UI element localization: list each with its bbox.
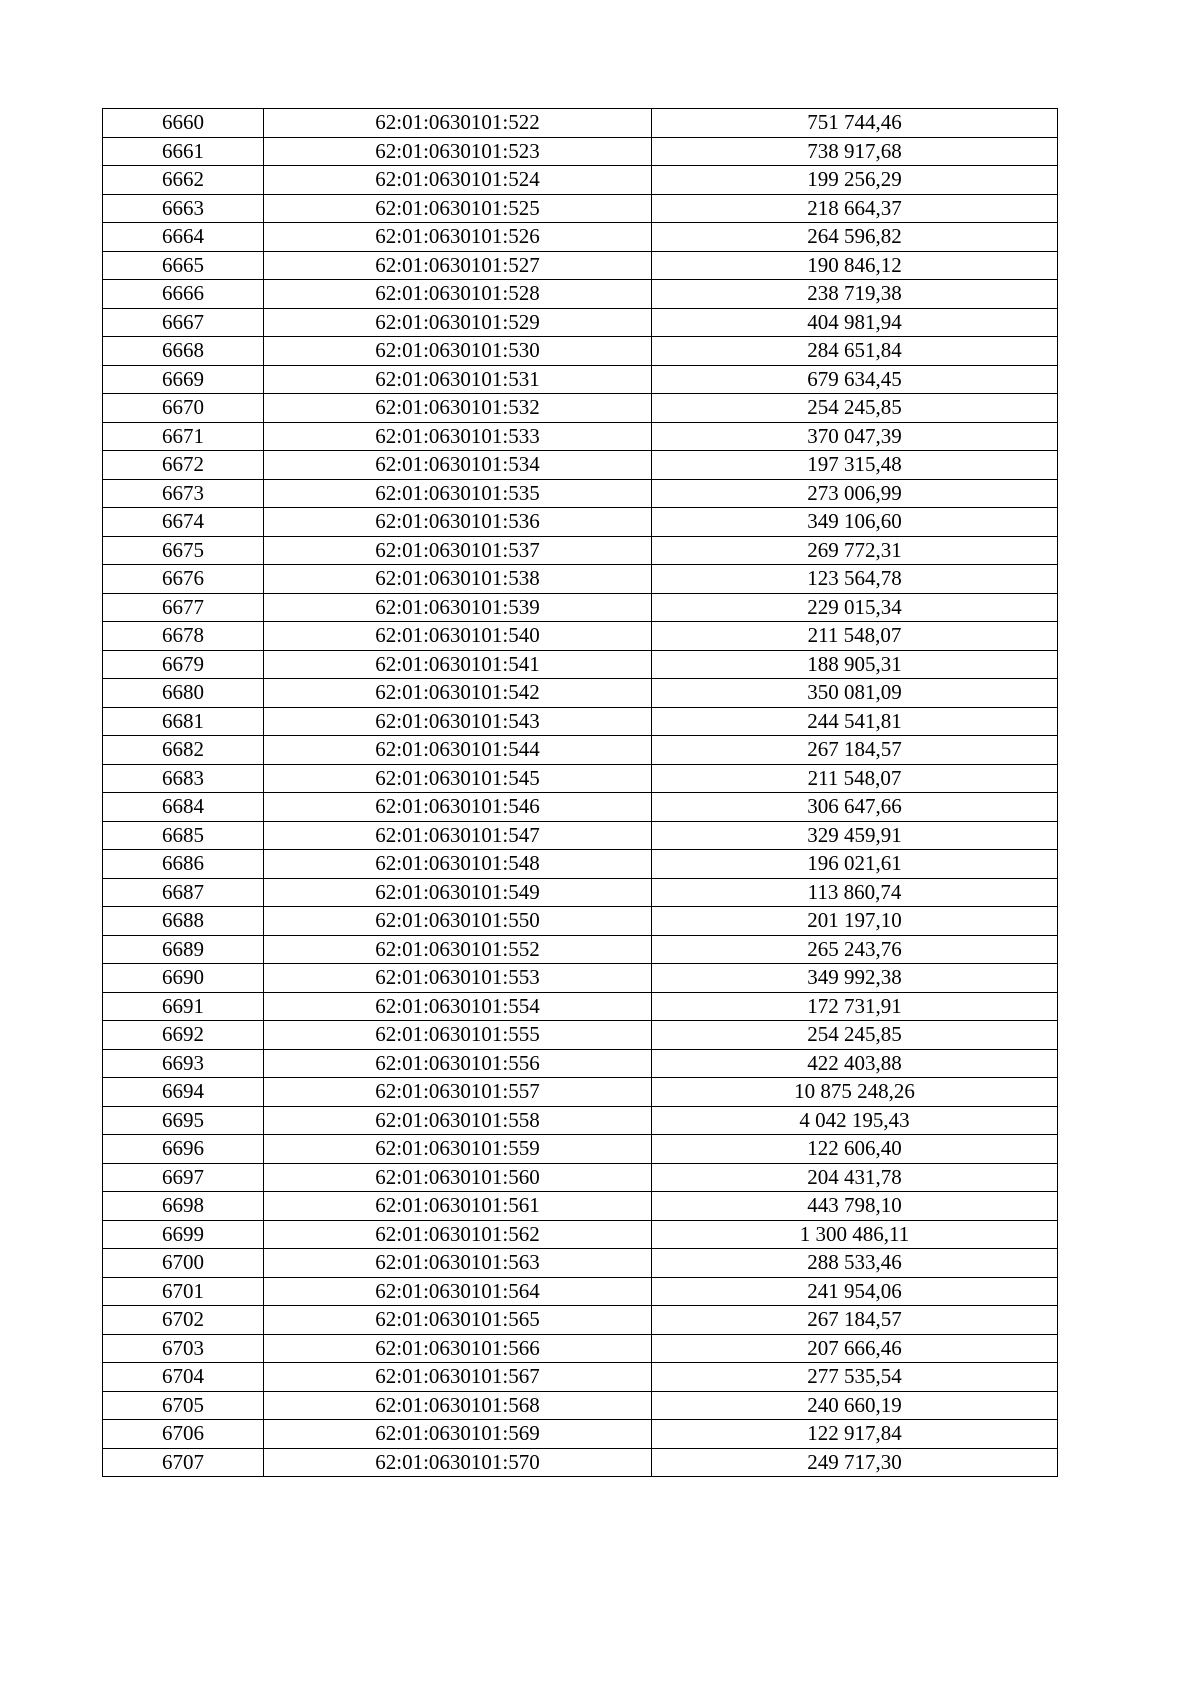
table-row (103, 1192, 1058, 1221)
table-row (103, 850, 1058, 879)
cadastral-number-cell: 62:01:0630101:549 (264, 878, 652, 907)
cadastral-number-cell: 62:01:0630101:564 (264, 1277, 652, 1306)
row-number-cell: 6678 (103, 622, 264, 651)
cadastral-number-cell: 62:01:0630101:535 (264, 479, 652, 508)
cadastral-number-cell: 62:01:0630101:542 (264, 679, 652, 708)
row-number-cell: 6668 (103, 337, 264, 366)
row-number-cell: 6681 (103, 707, 264, 736)
table-row (103, 964, 1058, 993)
cadastral-value-cell: 238 719,38 (652, 280, 1058, 309)
table-row (103, 308, 1058, 337)
cadastral-value-cell: 201 197,10 (652, 907, 1058, 936)
row-number-cell: 6700 (103, 1249, 264, 1278)
cadastral-number-cell: 62:01:0630101:560 (264, 1163, 652, 1192)
cadastral-number-cell: 62:01:0630101:550 (264, 907, 652, 936)
table-row (103, 422, 1058, 451)
cadastral-number-cell: 62:01:0630101:532 (264, 394, 652, 423)
table-row (103, 1277, 1058, 1306)
row-number-cell: 6688 (103, 907, 264, 936)
cadastral-number-cell: 62:01:0630101:540 (264, 622, 652, 651)
cadastral-value-cell: 122 606,40 (652, 1135, 1058, 1164)
cadastral-value-cell: 204 431,78 (652, 1163, 1058, 1192)
row-number-cell: 6676 (103, 565, 264, 594)
cadastral-number-cell: 62:01:0630101:536 (264, 508, 652, 537)
cadastral-number-cell: 62:01:0630101:561 (264, 1192, 652, 1221)
table-row (103, 508, 1058, 537)
table-row (103, 109, 1058, 138)
row-number-cell: 6704 (103, 1363, 264, 1392)
table-body (103, 109, 1058, 1477)
row-number-cell: 6696 (103, 1135, 264, 1164)
cadastral-number-cell: 62:01:0630101:566 (264, 1334, 652, 1363)
table-row (103, 394, 1058, 423)
table-row (103, 707, 1058, 736)
cadastral-number-cell: 62:01:0630101:534 (264, 451, 652, 480)
row-number-cell: 6686 (103, 850, 264, 879)
table-row (103, 1078, 1058, 1107)
cadastral-value-cell: 422 403,88 (652, 1049, 1058, 1078)
table-row (103, 593, 1058, 622)
cadastral-value-cell: 1 300 486,11 (652, 1220, 1058, 1249)
row-number-cell: 6677 (103, 593, 264, 622)
cadastral-number-cell: 62:01:0630101:531 (264, 365, 652, 394)
row-number-cell: 6706 (103, 1420, 264, 1449)
cadastral-number-cell: 62:01:0630101:565 (264, 1306, 652, 1335)
cadastral-number-cell: 62:01:0630101:569 (264, 1420, 652, 1449)
cadastral-value-cell: 349 106,60 (652, 508, 1058, 537)
cadastral-number-cell: 62:01:0630101:552 (264, 935, 652, 964)
cadastral-number-cell: 62:01:0630101:570 (264, 1448, 652, 1477)
cadastral-value-cell: 10 875 248,26 (652, 1078, 1058, 1107)
cadastral-number-cell: 62:01:0630101:538 (264, 565, 652, 594)
row-number-cell: 6687 (103, 878, 264, 907)
cadastral-value-cell: 264 596,82 (652, 223, 1058, 252)
cadastral-value-cell: 254 245,85 (652, 1021, 1058, 1050)
cadastral-number-cell: 62:01:0630101:530 (264, 337, 652, 366)
cadastral-value-cell: 679 634,45 (652, 365, 1058, 394)
cadastral-value-cell: 738 917,68 (652, 137, 1058, 166)
row-number-cell: 6675 (103, 536, 264, 565)
row-number-cell: 6666 (103, 280, 264, 309)
table-row (103, 1106, 1058, 1135)
cadastral-value-cell: 240 660,19 (652, 1391, 1058, 1420)
cadastral-value-cell: 188 905,31 (652, 650, 1058, 679)
cadastral-value-cell: 249 717,30 (652, 1448, 1058, 1477)
cadastral-number-cell: 62:01:0630101:543 (264, 707, 652, 736)
table-row (103, 536, 1058, 565)
table-row (103, 736, 1058, 765)
cadastral-number-cell: 62:01:0630101:528 (264, 280, 652, 309)
cadastral-value-cell: 244 541,81 (652, 707, 1058, 736)
table-row (103, 1306, 1058, 1335)
cadastral-number-cell: 62:01:0630101:553 (264, 964, 652, 993)
table-row (103, 365, 1058, 394)
cadastral-value-cell: 349 992,38 (652, 964, 1058, 993)
row-number-cell: 6697 (103, 1163, 264, 1192)
cadastral-value-cell: 443 798,10 (652, 1192, 1058, 1221)
row-number-cell: 6684 (103, 793, 264, 822)
cadastral-value-cell: 218 664,37 (652, 194, 1058, 223)
table-row (103, 1448, 1058, 1477)
cadastral-value-cell: 241 954,06 (652, 1277, 1058, 1306)
row-number-cell: 6663 (103, 194, 264, 223)
row-number-cell: 6701 (103, 1277, 264, 1306)
row-number-cell: 6689 (103, 935, 264, 964)
cadastral-number-cell: 62:01:0630101:562 (264, 1220, 652, 1249)
table-row (103, 935, 1058, 964)
row-number-cell: 6683 (103, 764, 264, 793)
table-row (103, 251, 1058, 280)
cadastral-value-cell: 172 731,91 (652, 992, 1058, 1021)
cadastral-value-cell: 196 021,61 (652, 850, 1058, 879)
table-row (103, 821, 1058, 850)
table-row (103, 1220, 1058, 1249)
row-number-cell: 6707 (103, 1448, 264, 1477)
table-row (103, 622, 1058, 651)
cadastral-value-cell: 404 981,94 (652, 308, 1058, 337)
table-row (103, 992, 1058, 1021)
cadastral-value-cell: 197 315,48 (652, 451, 1058, 480)
cadastral-number-cell: 62:01:0630101:558 (264, 1106, 652, 1135)
table-row (103, 565, 1058, 594)
cadastral-number-cell: 62:01:0630101:546 (264, 793, 652, 822)
cadastral-value-cell: 123 564,78 (652, 565, 1058, 594)
row-number-cell: 6669 (103, 365, 264, 394)
table-row (103, 878, 1058, 907)
cadastral-number-cell: 62:01:0630101:526 (264, 223, 652, 252)
row-number-cell: 6664 (103, 223, 264, 252)
cadastral-value-cell: 284 651,84 (652, 337, 1058, 366)
table-row (103, 1163, 1058, 1192)
row-number-cell: 6693 (103, 1049, 264, 1078)
table-row (103, 1363, 1058, 1392)
cadastral-number-cell: 62:01:0630101:524 (264, 166, 652, 195)
cadastral-number-cell: 62:01:0630101:544 (264, 736, 652, 765)
cadastral-number-cell: 62:01:0630101:556 (264, 1049, 652, 1078)
table-row (103, 764, 1058, 793)
cadastral-value-cell: 229 015,34 (652, 593, 1058, 622)
row-number-cell: 6660 (103, 109, 264, 138)
table-row (103, 194, 1058, 223)
table-row (103, 1135, 1058, 1164)
table-row (103, 1334, 1058, 1363)
cadastral-value-table (102, 108, 1058, 1477)
row-number-cell: 6703 (103, 1334, 264, 1363)
row-number-cell: 6694 (103, 1078, 264, 1107)
cadastral-value-cell: 113 860,74 (652, 878, 1058, 907)
row-number-cell: 6682 (103, 736, 264, 765)
table-row (103, 1049, 1058, 1078)
row-number-cell: 6665 (103, 251, 264, 280)
cadastral-value-cell: 190 846,12 (652, 251, 1058, 280)
table-row (103, 679, 1058, 708)
cadastral-value-cell: 122 917,84 (652, 1420, 1058, 1449)
cadastral-number-cell: 62:01:0630101:568 (264, 1391, 652, 1420)
cadastral-value-cell: 265 243,76 (652, 935, 1058, 964)
cadastral-number-cell: 62:01:0630101:527 (264, 251, 652, 280)
row-number-cell: 6702 (103, 1306, 264, 1335)
row-number-cell: 6691 (103, 992, 264, 1021)
table-row (103, 451, 1058, 480)
cadastral-value-cell: 4 042 195,43 (652, 1106, 1058, 1135)
cadastral-number-cell: 62:01:0630101:529 (264, 308, 652, 337)
row-number-cell: 6661 (103, 137, 264, 166)
row-number-cell: 6692 (103, 1021, 264, 1050)
row-number-cell: 6679 (103, 650, 264, 679)
cadastral-value-cell: 269 772,31 (652, 536, 1058, 565)
table-row (103, 479, 1058, 508)
cadastral-value-cell: 288 533,46 (652, 1249, 1058, 1278)
row-number-cell: 6662 (103, 166, 264, 195)
cadastral-number-cell: 62:01:0630101:547 (264, 821, 652, 850)
row-number-cell: 6670 (103, 394, 264, 423)
cadastral-value-cell: 267 184,57 (652, 1306, 1058, 1335)
row-number-cell: 6705 (103, 1391, 264, 1420)
table-row (103, 1391, 1058, 1420)
table-row (103, 280, 1058, 309)
cadastral-value-cell: 267 184,57 (652, 736, 1058, 765)
cadastral-number-cell: 62:01:0630101:533 (264, 422, 652, 451)
cadastral-value-cell: 211 548,07 (652, 764, 1058, 793)
row-number-cell: 6671 (103, 422, 264, 451)
table-row (103, 166, 1058, 195)
table-row (103, 650, 1058, 679)
row-number-cell: 6674 (103, 508, 264, 537)
table-row (103, 223, 1058, 252)
cadastral-number-cell: 62:01:0630101:525 (264, 194, 652, 223)
row-number-cell: 6699 (103, 1220, 264, 1249)
row-number-cell: 6672 (103, 451, 264, 480)
cadastral-number-cell: 62:01:0630101:539 (264, 593, 652, 622)
row-number-cell: 6680 (103, 679, 264, 708)
cadastral-value-cell: 207 666,46 (652, 1334, 1058, 1363)
table-row (103, 793, 1058, 822)
cadastral-number-cell: 62:01:0630101:559 (264, 1135, 652, 1164)
cadastral-number-cell: 62:01:0630101:537 (264, 536, 652, 565)
table-row (103, 1420, 1058, 1449)
row-number-cell: 6698 (103, 1192, 264, 1221)
table-row (103, 337, 1058, 366)
row-number-cell: 6685 (103, 821, 264, 850)
cadastral-value-cell: 211 548,07 (652, 622, 1058, 651)
cadastral-number-cell: 62:01:0630101:567 (264, 1363, 652, 1392)
cadastral-value-cell: 273 006,99 (652, 479, 1058, 508)
cadastral-value-cell: 350 081,09 (652, 679, 1058, 708)
row-number-cell: 6673 (103, 479, 264, 508)
table-row (103, 137, 1058, 166)
cadastral-value-cell: 751 744,46 (652, 109, 1058, 138)
row-number-cell: 6695 (103, 1106, 264, 1135)
cadastral-number-cell: 62:01:0630101:541 (264, 650, 652, 679)
table-row (103, 907, 1058, 936)
cadastral-value-cell: 329 459,91 (652, 821, 1058, 850)
cadastral-value-cell: 254 245,85 (652, 394, 1058, 423)
cadastral-number-cell: 62:01:0630101:548 (264, 850, 652, 879)
cadastral-number-cell: 62:01:0630101:522 (264, 109, 652, 138)
cadastral-number-cell: 62:01:0630101:563 (264, 1249, 652, 1278)
cadastral-number-cell: 62:01:0630101:523 (264, 137, 652, 166)
cadastral-number-cell: 62:01:0630101:545 (264, 764, 652, 793)
cadastral-number-cell: 62:01:0630101:557 (264, 1078, 652, 1107)
cadastral-number-cell: 62:01:0630101:554 (264, 992, 652, 1021)
cadastral-value-cell: 277 535,54 (652, 1363, 1058, 1392)
cadastral-number-cell: 62:01:0630101:555 (264, 1021, 652, 1050)
table-row (103, 1249, 1058, 1278)
row-number-cell: 6690 (103, 964, 264, 993)
table-row (103, 1021, 1058, 1050)
cadastral-value-cell: 306 647,66 (652, 793, 1058, 822)
row-number-cell: 6667 (103, 308, 264, 337)
cadastral-value-cell: 370 047,39 (652, 422, 1058, 451)
cadastral-value-cell: 199 256,29 (652, 166, 1058, 195)
